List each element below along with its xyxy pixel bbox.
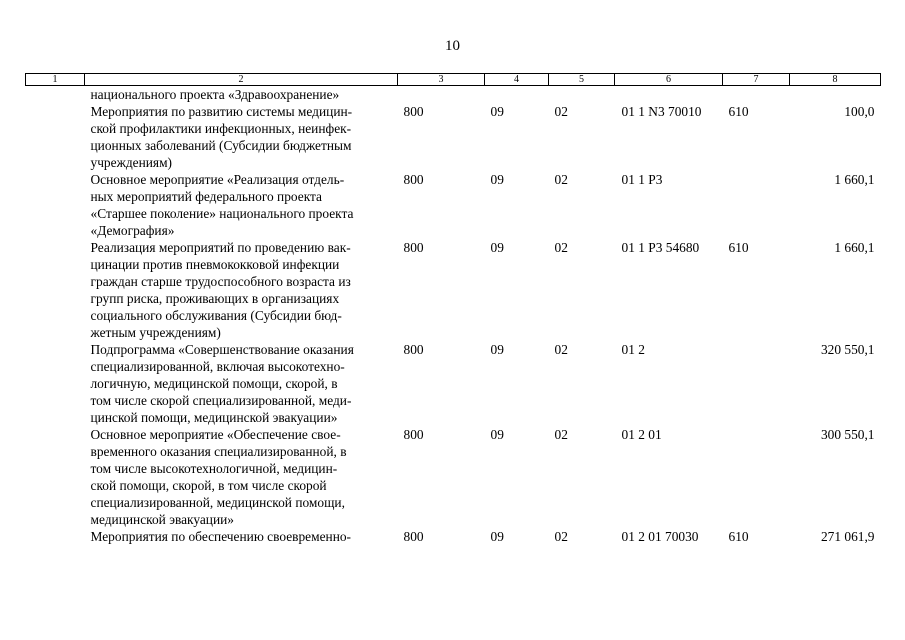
name-line: том числе скорой специализированной, меди- (90, 393, 352, 408)
name-line: Основное мероприятие «Реализация отдель- (90, 172, 345, 187)
cell-target-article: 01 2 (621, 342, 645, 357)
name-line: Мероприятия по обеспечению своевременно- (90, 529, 352, 544)
name-line: том числе высокотехнологичной, медицин- (90, 461, 338, 476)
cell-expense-type (723, 86, 790, 104)
cell-amount: 320 550,1 (820, 342, 875, 357)
cell-index (26, 171, 85, 239)
name-line: специализированной, включая высокотехно- (90, 359, 345, 374)
column-number: 4 (485, 74, 549, 86)
cell-name (85, 86, 398, 104)
cell-section: 09 (490, 104, 504, 119)
cell-subsection (549, 86, 615, 104)
cell-grbs (398, 86, 485, 104)
column-number: 5 (549, 74, 615, 86)
cell-index (26, 239, 85, 341)
column-number-row (26, 74, 881, 86)
cell-section (485, 86, 549, 104)
cell-name (85, 103, 398, 171)
name-line: национального проекта «Здравоохранение» (90, 87, 340, 102)
cell-subsection: 02 (554, 172, 568, 187)
name-line: медицинской эвакуации» (90, 512, 235, 527)
column-number: 3 (398, 74, 485, 86)
cell-name (85, 341, 398, 426)
name-line: цинации против пневмококковой инфекции (90, 257, 340, 272)
column-number: 2 (85, 74, 398, 86)
cell-grbs: 800 (403, 172, 424, 187)
cell-expense-type (723, 426, 790, 528)
cell-expense-type (723, 171, 790, 239)
name-line: учреждениям) (90, 155, 173, 170)
cell-amount: 271 061,9 (820, 529, 875, 544)
page-number: 10 (445, 38, 460, 54)
column-number: 1 (26, 74, 85, 86)
name-line: ской профилактики инфекционных, неинфек- (90, 121, 352, 136)
cell-subsection: 02 (554, 104, 568, 119)
cell-name (85, 171, 398, 239)
cell-subsection: 02 (554, 529, 568, 544)
cell-section: 09 (490, 342, 504, 357)
cell-index (26, 528, 85, 545)
name-line: групп риска, проживающих в организациях (90, 291, 340, 306)
cell-name (85, 528, 398, 545)
cell-subsection: 02 (554, 427, 568, 442)
cell-target-article: 01 1 N3 70010 (621, 104, 702, 119)
cell-expense-type: 610 (728, 529, 749, 544)
name-line: специализированной, медицинской помощи, (90, 495, 345, 510)
cell-amount (790, 86, 881, 104)
table-row (26, 103, 881, 171)
cell-subsection: 02 (554, 342, 568, 357)
cell-name (85, 239, 398, 341)
name-line: жетным учреждениям) (90, 325, 221, 340)
cell-name (85, 426, 398, 528)
table-row (26, 426, 881, 528)
name-line: цинской помощи, медицинской эвакуации» (90, 410, 338, 425)
cell-subsection: 02 (554, 240, 568, 255)
cell-grbs: 800 (403, 342, 424, 357)
cell-index (26, 426, 85, 528)
table-body (26, 86, 881, 546)
name-line: ционных заболеваний (Субсидии бюджетным (90, 138, 352, 153)
name-line: временного оказания специализированной, в (90, 444, 347, 459)
column-number: 6 (615, 74, 723, 86)
cell-target-article: 01 2 01 (621, 427, 662, 442)
cell-grbs: 800 (403, 104, 424, 119)
cell-grbs: 800 (403, 427, 424, 442)
name-line: Мероприятия по развитию системы медицин- (90, 104, 353, 119)
name-line: ных мероприятий федерального проекта (90, 189, 322, 204)
cell-expense-type: 610 (728, 104, 749, 119)
name-line: ской помощи, скорой, в том числе скорой (90, 478, 327, 493)
cell-index (26, 103, 85, 171)
cell-target-article: 01 1 P3 (621, 172, 663, 187)
cell-index (26, 86, 85, 104)
cell-index (26, 341, 85, 426)
cell-grbs: 800 (403, 240, 424, 255)
name-line: Основное мероприятие «Обеспечение свое- (90, 427, 341, 442)
column-number: 8 (790, 74, 881, 86)
cell-target-article: 01 1 P3 54680 (621, 240, 700, 255)
name-line: «Старшее поколение» национального проекта (90, 206, 354, 221)
table-row (26, 171, 881, 239)
cell-section: 09 (490, 427, 504, 442)
cell-grbs: 800 (403, 529, 424, 544)
name-line: логичную, медицинской помощи, скорой, в (90, 376, 338, 391)
name-line: граждан старше трудоспособного возраста из (90, 274, 351, 289)
cell-expense-type (723, 341, 790, 426)
name-line: «Демография» (90, 223, 175, 238)
cell-target-article (615, 86, 723, 104)
cell-amount: 1 660,1 (834, 172, 875, 187)
table-row (26, 86, 881, 104)
table-row (26, 341, 881, 426)
cell-section: 09 (490, 240, 504, 255)
cell-section: 09 (490, 529, 504, 544)
name-line: Реализация мероприятий по проведению вак- (90, 240, 351, 255)
column-number: 7 (723, 74, 790, 86)
cell-amount: 300 550,1 (820, 427, 875, 442)
cell-section: 09 (490, 172, 504, 187)
table-row (26, 239, 881, 341)
budget-table (25, 73, 881, 545)
cell-amount: 1 660,1 (834, 240, 875, 255)
cell-target-article: 01 2 01 70030 (621, 529, 699, 544)
cell-expense-type: 610 (728, 240, 749, 255)
table-row (26, 528, 881, 545)
name-line: социального обслуживания (Субсидии бюд- (90, 308, 342, 323)
name-line: Подпрограмма «Совершенствование оказания (90, 342, 354, 357)
cell-amount: 100,0 (844, 104, 875, 119)
